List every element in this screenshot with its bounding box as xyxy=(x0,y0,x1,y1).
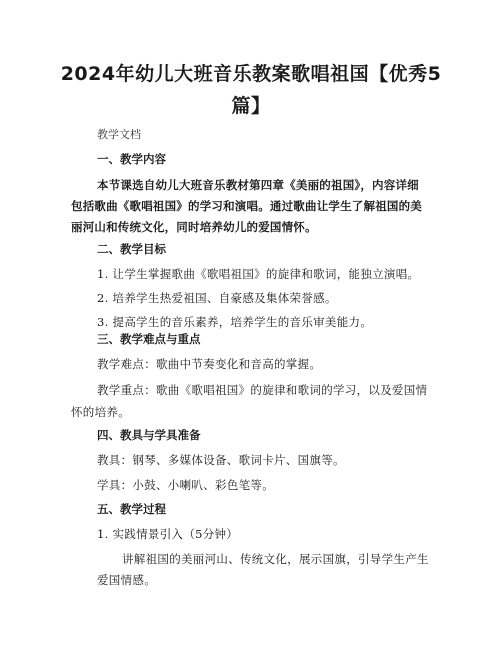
section-heading-process: 五、教学过程 xyxy=(97,502,166,516)
content-paragraph-line: 本节课选自幼儿大班音乐教材第四章《美丽的祖国》，内容详细 xyxy=(97,178,419,192)
focus-text-line: 怀的培养。 xyxy=(71,405,130,419)
process-step-text-line: 爱国情感。 xyxy=(97,573,156,587)
process-step-title: 1. 实践情景引入（5分钟） xyxy=(97,527,239,541)
section-heading-objectives: 二、教学目标 xyxy=(97,242,166,256)
objective-item: 2. 培养学生热爱祖国、自豪感及集体荣誉感。 xyxy=(97,291,337,305)
section-heading-materials: 四、教具与学具准备 xyxy=(97,428,201,442)
section-heading-difficulty-focus: 三、教学难点与重点 xyxy=(97,332,201,346)
content-paragraph-line: 包括歌曲《歌唱祖国》的学习和演唱。通过歌曲让学生了解祖国的美 xyxy=(71,199,422,213)
document-label: 教学文档 xyxy=(97,128,141,141)
difficulty-text: 教学难点：歌曲中节奏变化和音高的掌握。 xyxy=(97,357,322,371)
teacher-tools-text: 教具：钢琴、多媒体设备、歌词卡片、国旗等。 xyxy=(97,453,345,467)
process-step-text-line: 讲解祖国的美丽河山、传统文化，展示国旗，引导学生产生 xyxy=(122,552,429,566)
objective-item: 3. 提高学生的音乐素养，培养学生的音乐审美能力。 xyxy=(97,315,373,329)
objective-item: 1. 让学生掌握歌曲《歌唱祖国》的旋律和歌词，能独立演唱。 xyxy=(97,267,420,281)
section-heading-content: 一、教学内容 xyxy=(97,152,166,166)
title-line-1: 2024年幼儿大班音乐教案歌唱祖国【优秀5 xyxy=(60,63,442,85)
content-paragraph-line: 丽河山和传统文化，同时培养幼儿的爱国情怀。 xyxy=(71,220,317,234)
focus-text-line: 教学重点：歌曲《歌唱祖国》的旋律和歌词的学习，以及爱国情 xyxy=(97,383,428,397)
student-tools-text: 学具：小鼓、小喇叭、彩色笔等。 xyxy=(97,478,274,492)
title-line-2: 篇】 xyxy=(231,95,271,117)
document-title xyxy=(40,58,462,122)
